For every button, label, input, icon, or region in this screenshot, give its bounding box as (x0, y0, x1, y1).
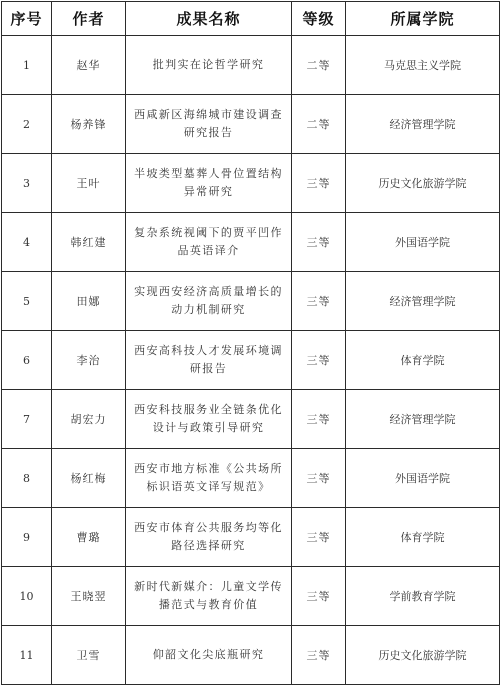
row-title: 西安市体育公共服务均等化路径选择研究 (126, 508, 292, 567)
row-grade: 三等 (292, 272, 346, 331)
row-author: 杨红梅 (52, 449, 126, 508)
row-no: 11 (2, 626, 52, 685)
row-college: 外国语学院 (346, 213, 500, 272)
row-title: 西咸新区海绵城市建设调查研究报告 (126, 95, 292, 154)
row-author: 李治 (52, 331, 126, 390)
table-row (2, 626, 500, 685)
table-row (2, 213, 500, 272)
row-college: 历史文化旅游学院 (346, 154, 500, 213)
row-grade: 三等 (292, 154, 346, 213)
header-grade: 等级 (292, 2, 346, 36)
row-no: 7 (2, 390, 52, 449)
row-grade: 二等 (292, 95, 346, 154)
awards-table (1, 1, 500, 685)
row-college: 经济管理学院 (346, 272, 500, 331)
row-college: 历史文化旅游学院 (346, 626, 500, 685)
header-title: 成果名称 (126, 2, 292, 36)
row-title: 新时代新媒介：儿童文学传播范式与教育价值 (126, 567, 292, 626)
row-title: 西安科技服务业全链条优化设计与政策引导研究 (126, 390, 292, 449)
header-no: 序号 (2, 2, 52, 36)
row-no: 8 (2, 449, 52, 508)
table-header (2, 2, 500, 36)
row-author: 曹璐 (52, 508, 126, 567)
row-grade: 三等 (292, 213, 346, 272)
row-grade: 二等 (292, 36, 346, 95)
row-title: 实现西安经济高质量增长的动力机制研究 (126, 272, 292, 331)
table-row (2, 508, 500, 567)
row-grade: 三等 (292, 390, 346, 449)
row-author: 卫雪 (52, 626, 126, 685)
row-title: 批判实在论哲学研究 (126, 36, 292, 95)
table-row (2, 95, 500, 154)
table-row (2, 154, 500, 213)
row-title: 半坡类型墓葬人骨位置结构异常研究 (126, 154, 292, 213)
row-grade: 三等 (292, 449, 346, 508)
row-college: 体育学院 (346, 331, 500, 390)
header-college: 所属学院 (346, 2, 500, 36)
row-college: 经济管理学院 (346, 95, 500, 154)
row-author: 韩红建 (52, 213, 126, 272)
row-no: 3 (2, 154, 52, 213)
table-row (2, 390, 500, 449)
row-no: 9 (2, 508, 52, 567)
row-grade: 三等 (292, 508, 346, 567)
table-body (2, 36, 500, 685)
row-title: 复杂系统视阈下的贾平凹作品英语译介 (126, 213, 292, 272)
row-no: 6 (2, 331, 52, 390)
table-row (2, 272, 500, 331)
row-college: 马克思主义学院 (346, 36, 500, 95)
row-author: 胡宏力 (52, 390, 126, 449)
table-row (2, 331, 500, 390)
row-grade: 三等 (292, 331, 346, 390)
row-grade: 三等 (292, 626, 346, 685)
header-author: 作者 (52, 2, 126, 36)
row-college: 外国语学院 (346, 449, 500, 508)
row-college: 学前教育学院 (346, 567, 500, 626)
row-grade: 三等 (292, 567, 346, 626)
row-college: 体育学院 (346, 508, 500, 567)
row-title: 西安市地方标准《公共场所标识语英文译写规范》 (126, 449, 292, 508)
row-college: 经济管理学院 (346, 390, 500, 449)
row-no: 10 (2, 567, 52, 626)
table-row (2, 449, 500, 508)
table-row (2, 36, 500, 95)
row-author: 杨养锋 (52, 95, 126, 154)
row-no: 1 (2, 36, 52, 95)
row-title: 仰韶文化尖底瓶研究 (126, 626, 292, 685)
row-title: 西安高科技人才发展环境调研报告 (126, 331, 292, 390)
row-author: 王叶 (52, 154, 126, 213)
row-no: 2 (2, 95, 52, 154)
table-row (2, 567, 500, 626)
row-no: 5 (2, 272, 52, 331)
row-author: 田娜 (52, 272, 126, 331)
row-no: 4 (2, 213, 52, 272)
row-author: 王晓翌 (52, 567, 126, 626)
header-row (2, 2, 500, 36)
row-author: 赵华 (52, 36, 126, 95)
